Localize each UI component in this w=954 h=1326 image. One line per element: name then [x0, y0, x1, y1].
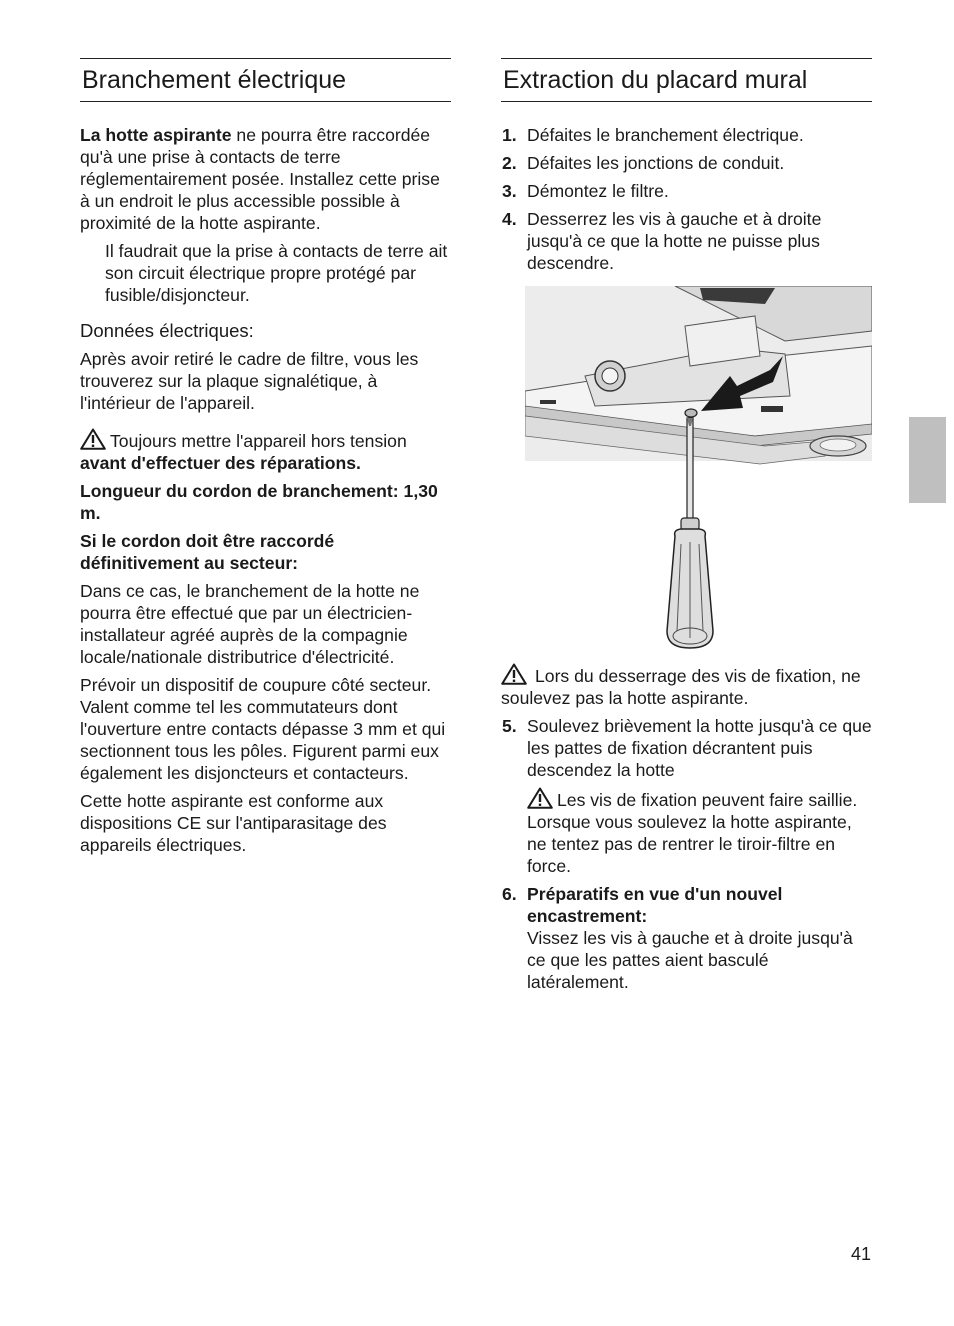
hood-screwdriver-illustration — [525, 286, 872, 651]
warning-screws-text: Lors du desserrage des vis de fixation, ne soulevez pas la hotte aspirante. — [501, 666, 861, 708]
step-number: 1. — [502, 125, 517, 145]
intro-rest: ne pourra être raccordée qu'à une prise à contacts de terre réglementairement posée. Installez cette prise à un endroit le plus accessible possible à proximité de la hotte aspirante. — [80, 125, 440, 233]
step5-warning-text: Les vis de fixation peuvent faire saillie. Lorsque vous soulevez la hotte aspirante, ne tentez pas de rentrer le tiroir-filtre en force. — [527, 790, 858, 876]
page-number: 41 — [851, 1244, 872, 1264]
illustration-svg — [525, 286, 872, 651]
warning-icon — [501, 663, 527, 685]
step-text: Desserrez les vis à gauche et à droite jusqu'à ce que la hotte ne puisse plus descendre. — [527, 209, 822, 273]
warning-icon — [80, 428, 106, 450]
step-text: Défaites le branchement électrique. — [527, 125, 804, 145]
disconnect-text: Prévoir un dispositif de coupure côté secteur. Valent comme tel les commutateurs dont l'ouverture entre contacts dépasse 3 mm et qui sectionnent tous les pôles. Figurent parmi eux également les disjoncteurs et contacteurs. — [80, 675, 446, 783]
fixing-screw — [685, 409, 697, 417]
cord-length: Longueur du cordon de branchement: 1,30 m. — [80, 481, 438, 523]
step-number: 2. — [502, 153, 517, 173]
step-number: 6. — [502, 884, 517, 904]
warning-paragraph — [80, 428, 451, 474]
step-text: Soulevez brièvement la hotte jusqu'à ce que les pattes de fixation décrantent puis descendez la hotte — [527, 716, 872, 780]
step-text: Démontez le filtre. — [527, 181, 669, 201]
step-item — [501, 208, 872, 274]
step-number: 5. — [502, 716, 517, 736]
step-item — [501, 124, 872, 146]
step-number: 3. — [502, 181, 517, 201]
electrical-data-subhead: Données électriques: — [80, 320, 254, 341]
warning-icon — [527, 787, 553, 809]
left-column — [80, 58, 451, 862]
step-item — [501, 883, 872, 993]
language-tab-marker — [909, 417, 946, 503]
step-item — [501, 180, 872, 202]
electrical-data-text: Après avoir retiré le cadre de filtre, vous les trouverez sur la plaque signalétique, à l'intérieur de l'appareil. — [80, 349, 419, 413]
ce-conformity-text: Cette hotte aspirante est conforme aux dispositions CE sur l'antiparasitage des appareils électriques. — [80, 791, 387, 855]
intro-bold: La hotte aspirante — [80, 125, 232, 145]
step-item — [501, 715, 872, 877]
screwdriver-shaft — [687, 418, 693, 523]
step6-text: Vissez les vis à gauche et à droite jusqu'à ce que les pattes aient basculé latéralement. — [527, 928, 853, 992]
section-heading-extraction: Extraction du placard mural — [501, 58, 872, 102]
intro-paragraph — [80, 124, 451, 234]
warning-normal-text: Toujours mettre l'appareil hors tension — [110, 431, 407, 451]
steps-list-top — [501, 124, 872, 274]
right-column — [501, 58, 872, 999]
steps-list-bottom — [501, 715, 872, 993]
indent-note: Il faudrait que la prise à contacts de terre ait son circuit électrique propre protégé par fusible/disjoncteur. — [105, 241, 448, 305]
warning-screws-paragraph — [501, 663, 872, 709]
fixed-connection-text: Dans ce cas, le branchement de la hotte ne pourra être effectué que par un électricien-installateur agréé auprès de la compagnie locale/nationale distributrice d'électricité. — [80, 581, 420, 667]
step6-bold: Préparatifs en vue d'un nouvel encastrement: — [527, 884, 783, 926]
vent-slot — [761, 406, 783, 412]
rotary-knob-center — [602, 368, 618, 384]
step-number: 4. — [502, 209, 517, 229]
warning-bold-text: avant d'effectuer des réparations. — [80, 453, 361, 473]
step-text: Défaites les jonctions de conduit. — [527, 153, 785, 173]
screwdriver-ferrule — [681, 518, 699, 530]
step-item — [501, 152, 872, 174]
step5-warning — [527, 787, 872, 877]
section-heading-electrical: Branchement électrique — [80, 58, 451, 102]
indicator-slot — [540, 400, 556, 404]
fixed-connection-heading: Si le cordon doit être raccordé définitivement au secteur: — [80, 531, 335, 573]
